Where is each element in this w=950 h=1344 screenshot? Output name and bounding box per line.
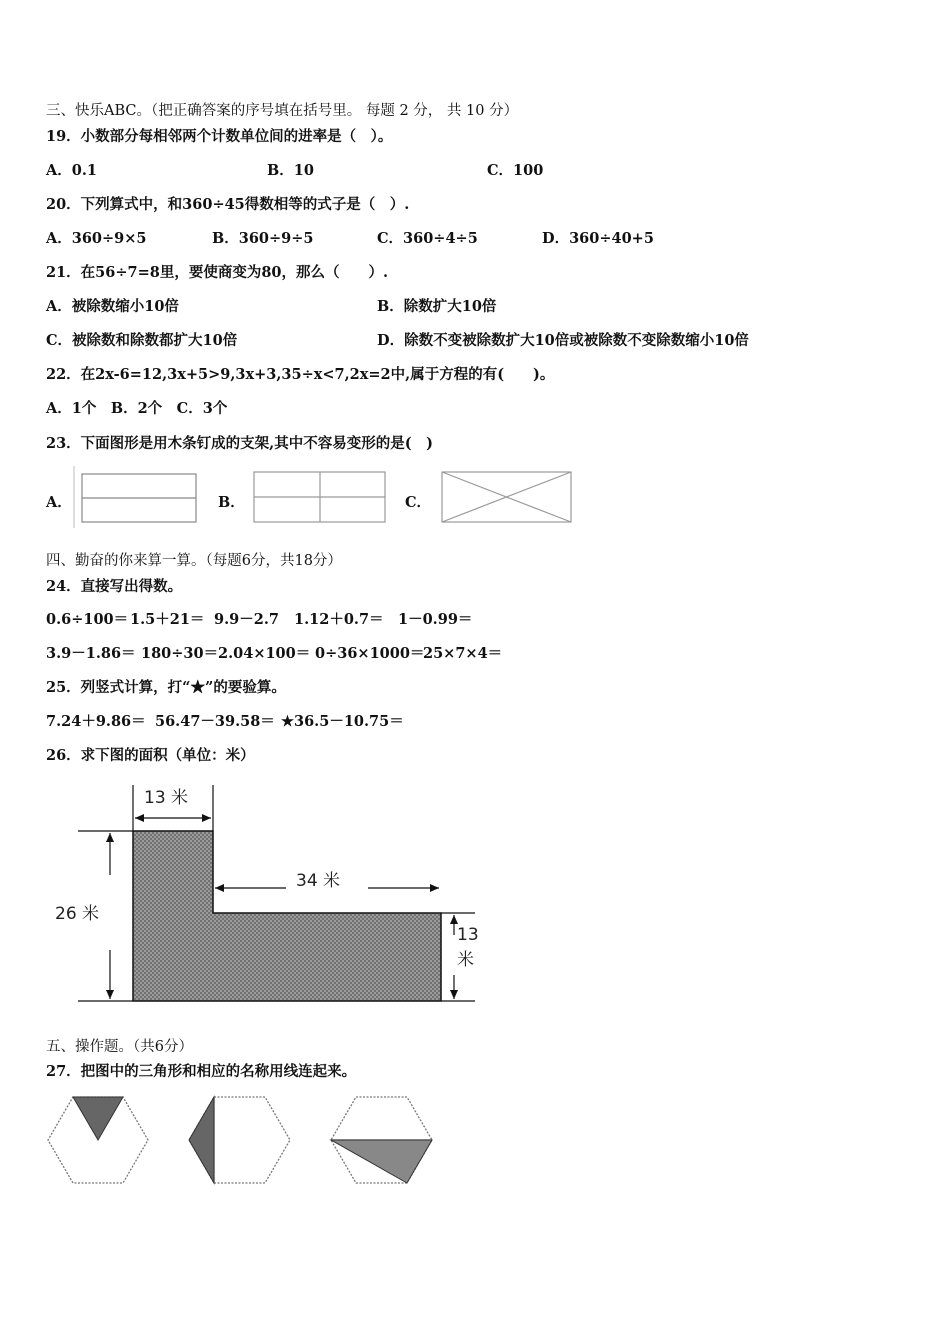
q21-option-c: C．被除数和除数都扩大10倍 bbox=[46, 332, 238, 349]
section3-title: 三、快乐ABC。（把正确答案的序号填在括号里。 每题 2 分， 共 10 分） bbox=[46, 103, 519, 119]
q20-option-d: D．360÷40+5 bbox=[542, 230, 654, 247]
q22-options: A．1个 B．2个 C．3个 bbox=[46, 400, 228, 417]
q24-r2-item4: 0÷36×1000＝ bbox=[315, 645, 425, 662]
q25-item2: 56.47－39.58＝ bbox=[155, 713, 275, 730]
q26-stem: 26．求下图的面积（单位：米） bbox=[46, 747, 255, 764]
q20-option-b: B．360÷9÷5 bbox=[212, 230, 314, 247]
q20-option-c: C．360÷4÷5 bbox=[377, 230, 478, 247]
q25-item1: 7.24＋9.86＝ bbox=[46, 713, 146, 730]
dim-right-label-bottom: 米 bbox=[457, 950, 474, 970]
q21-option-b: B．除数扩大10倍 bbox=[377, 298, 497, 315]
q21-option-d: D．除数不变被除数扩大10倍或被除数不变除数缩小10倍 bbox=[377, 332, 749, 349]
q25-stem: 25．列竖式计算，打“★”的要验算。 bbox=[46, 679, 286, 696]
q19-option-c: C．100 bbox=[487, 162, 544, 179]
q24-r1-item4: 1.12＋0.7＝ bbox=[294, 611, 384, 628]
q24-r1-item1: 0.6÷100＝ bbox=[46, 611, 129, 628]
dim-right-label-top: 13 bbox=[457, 925, 479, 945]
q21-option-a: A．被除数缩小10倍 bbox=[46, 298, 179, 315]
q24-r1-item5: 1－0.99＝ bbox=[398, 611, 473, 628]
section4-title: 四、勤奋的你来算一算。（每题6分，共18分） bbox=[46, 553, 342, 569]
q24-r1-item3: 9.9－2.7 bbox=[214, 611, 279, 628]
q23-option-a-label: A． bbox=[46, 494, 72, 511]
dim-left-label: 26 米 bbox=[55, 904, 100, 924]
q25-item3: ★36.5－10.75＝ bbox=[281, 713, 404, 730]
hexagon-2 bbox=[189, 1097, 290, 1183]
hexagon-3 bbox=[331, 1097, 432, 1183]
q27-stem: 27．把图中的三角形和相应的名称用线连起来。 bbox=[46, 1063, 357, 1080]
q22-stem: 22．在2x-6=12,3x+5>9,3x+3,35÷x<7,2x=2中,属于方程的有( )。 bbox=[46, 366, 555, 383]
q24-r2-item1: 3.9－1.86＝ bbox=[46, 645, 136, 662]
q24-r2-item2: 180÷30＝ bbox=[141, 645, 219, 662]
q23-option-b-label: B． bbox=[218, 494, 245, 511]
q24-r2-item3: 2.04×100＝ bbox=[218, 645, 311, 662]
q24-r1-item2: 1.5＋21＝ bbox=[130, 611, 205, 628]
q19-stem: 19．小数部分每相邻两个计数单位间的进率是（ ）。 bbox=[46, 128, 393, 145]
hexagon-1 bbox=[48, 1097, 148, 1183]
q23-stem: 23．下面图形是用木条钉成的支架,其中不容易变形的是( ) bbox=[46, 435, 433, 452]
dim-top-label: 13 米 bbox=[144, 788, 189, 808]
q19-option-a: A．0.1 bbox=[46, 162, 97, 179]
q24-r2-item5: 25×7×4＝ bbox=[423, 645, 503, 662]
q23-option-c-label: C． bbox=[405, 494, 432, 511]
q20-option-a: A．360÷9×5 bbox=[46, 230, 147, 247]
q24-stem: 24．直接写出得数。 bbox=[46, 578, 183, 595]
dim-middle-label: 34 米 bbox=[296, 871, 341, 891]
q21-stem: 21．在56÷7=8里，要使商变为80，那么（ ）. bbox=[46, 264, 389, 281]
q20-stem: 20．下列算式中，和360÷45得数相等的式子是（ ）. bbox=[46, 196, 410, 213]
section5-title: 五、操作题。（共6分） bbox=[46, 1039, 193, 1055]
q19-option-b: B．10 bbox=[267, 162, 314, 179]
